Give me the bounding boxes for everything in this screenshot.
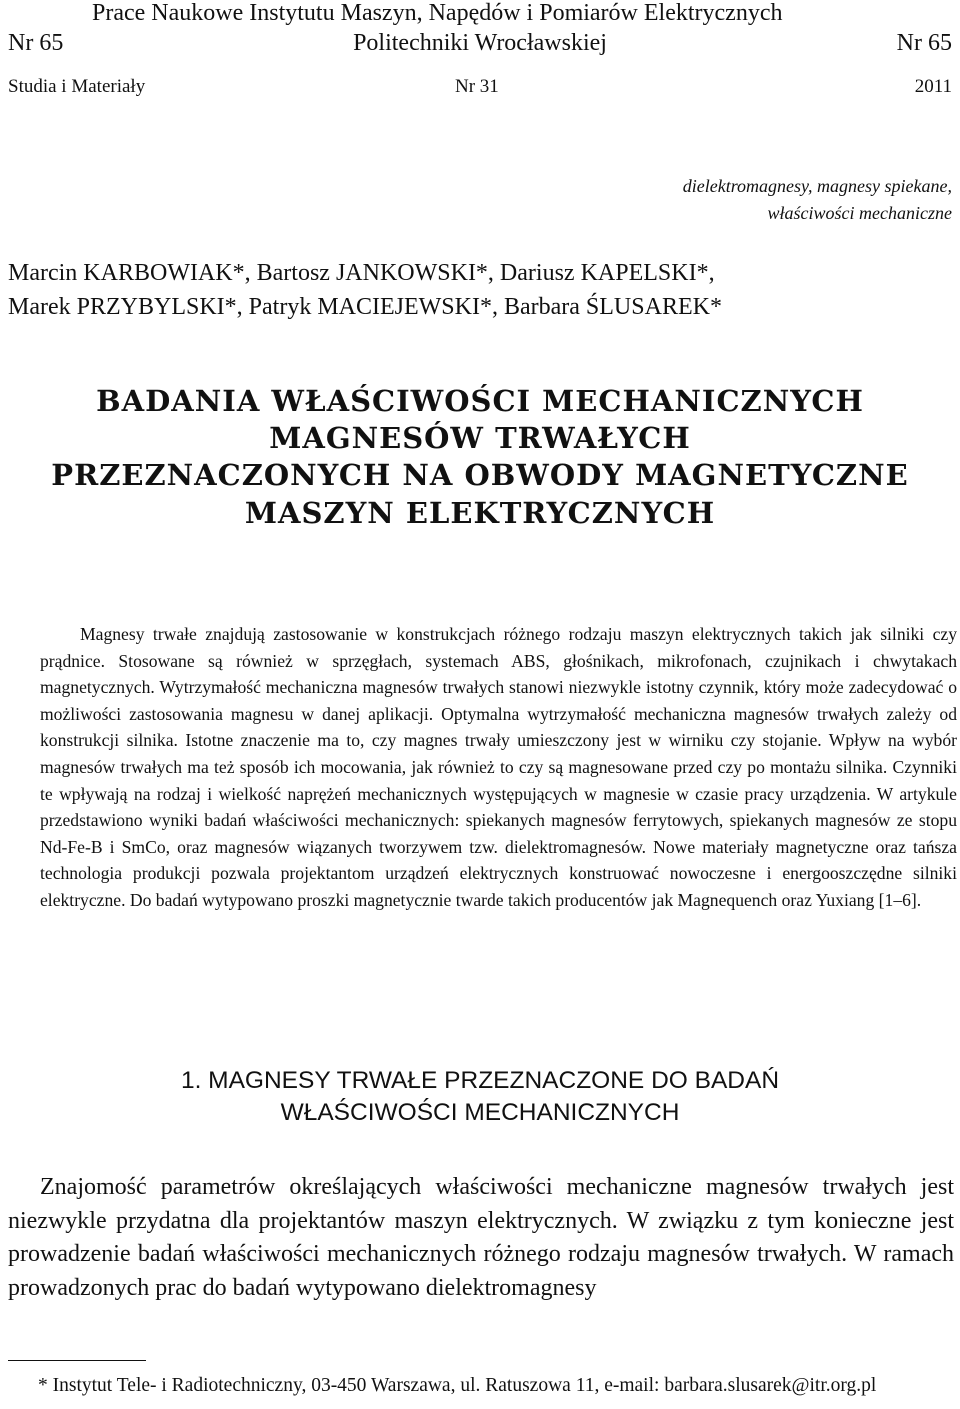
series-number: Nr 31 (455, 76, 499, 97)
journal-institution: Politechniki Wrocławskiej (353, 30, 607, 56)
body-paragraph: Znajomość parametrów określających właściwości mechaniczne magnesów trwałych jest niezwykle przydatna dla projektantów maszyn elektrycznych. W związku z tym konieczne jest prowadzenie badań właściwości mechanicznych różnego rodzaju magnesów trwałych. W ramach prowadzonych prac do badań wytypowano dielektromagnesy (8, 1174, 954, 1301)
paper-title-line-3: PRZEZNACZONYCH NA OBWODY MAGNETYCZNE (51, 458, 909, 492)
section-heading-line-2: WŁAŚCIWOŚCI MECHANICZNYCH (280, 1099, 680, 1126)
paper-title-line-2: MAGNESÓW TRWAŁYCH (269, 421, 691, 455)
abstract: Magnesy trwałe znajdują zastosowanie w konstrukcjach różnego rodzaju maszyn elektrycznych takich jak silniki czy prądnice. Stosowane są również w sprzęgłach, systemach ABS, głośnikach, mikrofonach, czujnikach i chwytakach magnetycznych. Wytrzymałość mechaniczna magnesów trwałych stanowi niezwykle istotny czynnik, który może zadecydować o możliwości zastosowania magnesu w danej aplikacji. Optymalna wytrzymałość mechaniczna magnesów trwałych zależy od konstrukcji silnika. Istotne znaczenie ma to, czy magnes trwały umieszczony jest w wirniku czy stojanie. Wpływ na wybór magnesów trwałych ma też sposób ich mocowania, jak również to czy są magnesowane przed czy po montażu silnika. Czynniki te wpływają na rodzaj i wielkość naprężeń mechanicznych występujących w magnesie w czasie pracy urządzenia. W artykule przedstawiono wyniki badań właściwości mechanicznych: spiekanych magnesów ferrytowych, spiekanych magnesów ze stopu Nd-Fe-B i SmCo, oraz magnesów wiązanych tworzywem tzw. dielektromagnesów. Nowe materiały magnetyczne oraz tańsza technologia produkcji pozwala projektantom urządzeń elektrycznych konstruować nowoczesne i energooszczędne silniki elektryczne. Do badań wytypowano proszki magnetycznie twarde takich producentów jak Magnequench oraz Yuxiang [1–6]. (40, 624, 957, 910)
journal-title: Prace Naukowe Instytutu Maszyn, Napędów i Pomiarów Elektrycznych (92, 0, 783, 26)
issue-number-right: Nr 65 (896, 30, 952, 56)
issue-number-left: Nr 65 (8, 30, 64, 56)
authors-line-1: Marcin KARBOWIAK*, Bartosz JANKOWSKI*, Dariusz KAPELSKI*, (8, 260, 715, 286)
keywords-line-2: właściwości mechaniczne (767, 203, 952, 223)
authors-line-2: Marek PRZYBYLSKI*, Patryk MACIEJEWSKI*, Barbara ŚLUSAREK* (8, 294, 722, 320)
section-heading-line-1: 1. MAGNESY TRWAŁE PRZEZNACZONE DO BADAŃ (180, 1067, 780, 1094)
footnote-rule (8, 1360, 146, 1361)
paper-title-line-1: BADANIA WŁAŚCIWOŚCI MECHANICZNYCH (96, 384, 864, 418)
footnote: * Instytut Tele- i Radiotechniczny, 03-450 Warszawa, ul. Ratuszowa 11, e-mail: barbara.slusarek@itr.org.pl (38, 1375, 877, 1396)
paper-title-line-4: MASZYN ELEKTRYCZNYCH (244, 496, 716, 530)
publication-year: 2011 (914, 76, 952, 97)
series-name: Studia i Materiały (8, 76, 146, 97)
keywords-line-1: dielektromagnesy, magnesy spiekane, (682, 176, 952, 196)
